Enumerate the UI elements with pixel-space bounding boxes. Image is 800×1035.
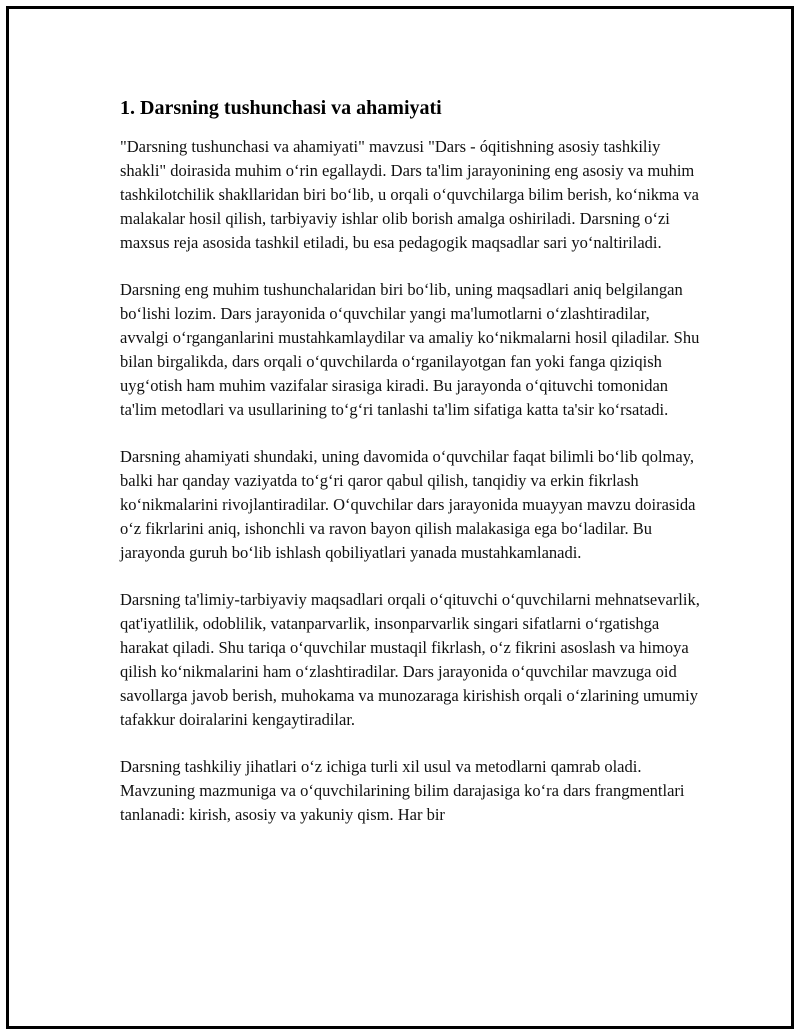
document-content [120,95,700,850]
paragraph-5: Darsning tashkiliy jihatlari o‘z ichiga turli xil usul va metodlarni qamrab oladi. Mavzuning mazmuniga va o‘quvchilarining bilim darajasiga ko‘ra dars frangmentlari tanlanadi: kirish, asosiy va yakuniy qism. Har bir [120,757,685,824]
paragraph-4: Darsning ta'limiy-tarbiyaviy maqsadlari orqali o‘qituvchi o‘quvchilarni mehnatsevarlik, qat'iyatlilik, odoblilik, vatanparvarlik, insonparvarlik singari sifatlarni o‘rgatishga harakat qiladi. Shu tariqa o‘quvchilar mustaqil fikrlash, o‘z fikrini asoslash va himoya qilish ko‘nikmalarini ham o‘zlashtiradilar. Dars jarayonida o‘quvchilar mavzuga oid savollarga javob berish, muhokama va munozaraga kirishish orqali o‘zlarining umumiy tafakkur doiralarini kengaytiradilar. [120,590,700,729]
paragraph-3: Darsning ahamiyati shundaki, uning davomida o‘quvchilar faqat bilimli bo‘lib qolmay, balki har qanday vaziyatda to‘g‘ri qaror qabul qilish, tanqidiy va erkin fikrlash ko‘nikmalarini rivojlantiradilar. O‘quvchilar dars jarayonida muayyan mavzu doirasida o‘z fikrlarini aniq, ishonchli va ravon bayon qilish malakasiga ega bo‘ladilar. Bu jarayonda guruh bo‘lib ishlash qobiliyatlari yanada mustahkamlanadi. [120,447,696,562]
paragraph-2: Darsning eng muhim tushunchalaridan biri bo‘lib, uning maqsadlari aniq belgilangan bo‘lishi lozim. Dars jarayonida o‘quvchilar yangi ma'lumotlarni o‘zlashtiradilar, avvalgi o‘rganganlarini mustahkamlaydilar va amaliy ko‘nikmalarni hosil qiladilar. Shu bilan birgalikda, dars orqali o‘quvchilarda o‘rganilayotgan fan yoki fanga qiziqish uyg‘otish ham muhim vazifalar sirasiga kiradi. Bu jarayonda o‘qituvchi tomonidan ta'lim metodlari va usullarining to‘g‘ri tanlashi ta'lim sifatiga katta ta'sir ko‘rsatadi. [120,280,700,419]
document-page [6,6,794,1029]
paragraph-1: "Darsning tushunchasi va ahamiyati" mavzusi "Dars - óqitishning asosiy tashkiliy shakli" doirasida muhim o‘rin egallaydi. Dars ta'lim jarayonining eng asosiy va muhim tashkilotchilik shakllaridan biri bo‘lib, u orqali o‘quvchilarga bilim berish, ko‘nikma va malakalar hosil qilish, tarbiyaviy ishlar olib borish amalga oshiriladi. Darsning o‘zi maxsus reja asosida tashkil etiladi, bu esa pedagogik maqsadlar sari yo‘naltiriladi. [120,137,699,252]
section-heading: 1. Darsning tushunchasi va ahamiyati [120,97,442,119]
